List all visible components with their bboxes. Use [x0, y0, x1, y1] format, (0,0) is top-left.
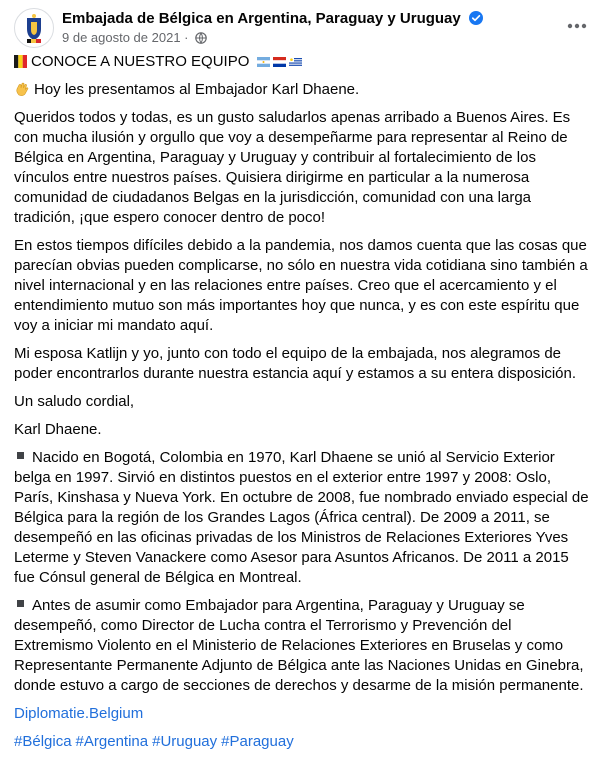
more-horizontal-icon [567, 16, 587, 34]
diplomatie-link[interactable]: Diplomatie.Belgium [14, 705, 144, 722]
verified-badge-icon [469, 11, 483, 25]
page-name[interactable]: Embajada de Bélgica en Argentina, Paraguay y Uruguay [62, 10, 461, 27]
post-link-line [14, 704, 590, 724]
paragraph-5: Karl Dhaene. [14, 421, 102, 438]
more-options-button[interactable] [562, 10, 592, 40]
post-body [14, 52, 590, 760]
paragraph-4: Un saludo cordial, [14, 393, 135, 410]
paraguay-flag-icon [273, 53, 286, 63]
paragraph-3: Mi esposa Katlijn y yo, junto con todo el equipo de la embajada, nos alegramos de poder encontrarlos durante nuestra estancia aquí y estamos a su entera disposición. [14, 345, 577, 382]
page-avatar[interactable] [14, 8, 54, 48]
argentina-flag-icon [257, 53, 270, 63]
bullet-text-2: Antes de asumir como Embajador para Argentina, Paraguay y Uruguay se desempeñó, como Director de Lucha contra el Terrorismo y Prevención del Extremismo Violento en el Ministerio de Relaciones Exteriores en Bruselas y como Representante Permanente Adjunto de Bélgica ante las Naciones Unidas en Ginebra, donde estuvo a cargo de secciones de derechos y desarme de la misión permanente. [14, 597, 584, 694]
post-headline [14, 52, 590, 72]
intro-text: Hoy les presentamos al Embajador Karl Dhaene. [34, 81, 360, 98]
bullet-icon [17, 600, 24, 607]
globe-icon[interactable] [195, 32, 207, 47]
post-header [14, 8, 592, 48]
meta-separator: · [180, 30, 193, 45]
hashtags [14, 732, 590, 752]
paragraph-1: Queridos todos y todas, es un gusto saludarlos apenas arribado a Buenos Aires. Es con mucha ilusión y orgullo que voy a desempeñarme para representar al Reino de Bélgica en Argentina, Paraguay y Uruguay y contribuir al fortalecimiento de los vínculos entre nuestros países. Quisiera dirigirme en particular a la numerosa comunidad de ciudadanos Belgas en la jurisdicción, comunidad con una larga tradición, ¡que espero conocer dentro de poco! [14, 109, 571, 226]
hashtag-paraguay[interactable]: #Paraguay [221, 733, 294, 750]
hashtag-belgica[interactable]: #Bélgica [14, 733, 72, 750]
hashtag-uruguay[interactable]: #Uruguay [152, 733, 218, 750]
bullet-item-1 [14, 448, 590, 588]
headline-text: CONOCE A NUESTRO EQUIPO [31, 53, 250, 70]
post-meta [62, 30, 207, 47]
bullet-icon [17, 452, 24, 459]
page-name-link[interactable] [62, 10, 483, 27]
uruguay-flag-icon [289, 53, 302, 63]
waving-hand-icon [14, 81, 30, 97]
bullet-item-2 [14, 596, 590, 696]
bullet-text-1: Nacido en Bogotá, Colombia en 1970, Karl Dhaene se unió al Servicio Exterior belga en 1997. Sirvió en distintos puestos en el exterior entre 1997 y 2008: Oslo, París, Kinshasa y Nueva York. En octubre de 2008, fue nombrado enviado especial de Bélgica para la región de los Grandes Lagos (África central). De 2009 a 2011, se desempeñó en las oficinas privadas de los Ministros de Relaciones Exteriores Yves Leterme y Steven Vanackere como Asesor para Asuntos Africanos. De 2011 a 2015 fue Cónsul general de Bélgica en Montreal. [14, 449, 589, 586]
paragraph-2: En estos tiempos difíciles debido a la pandemia, nos damos cuenta que las cosas que parecían obvias pueden complicarse, no sólo en nuestra vida cotidiana sino también a nivel internacional y en las relaciones entre países. Creo que el acercamiento y el entendimiento mutuo son más importantes hoy que nunca, y es con este espíritu que voy a iniciar mi mandato aquí. [14, 237, 588, 334]
post-intro [14, 80, 590, 100]
post-date[interactable]: 9 de agosto de 2021 [62, 30, 181, 45]
belgium-flag-icon [14, 54, 27, 67]
hashtag-argentina[interactable]: #Argentina [75, 733, 149, 750]
